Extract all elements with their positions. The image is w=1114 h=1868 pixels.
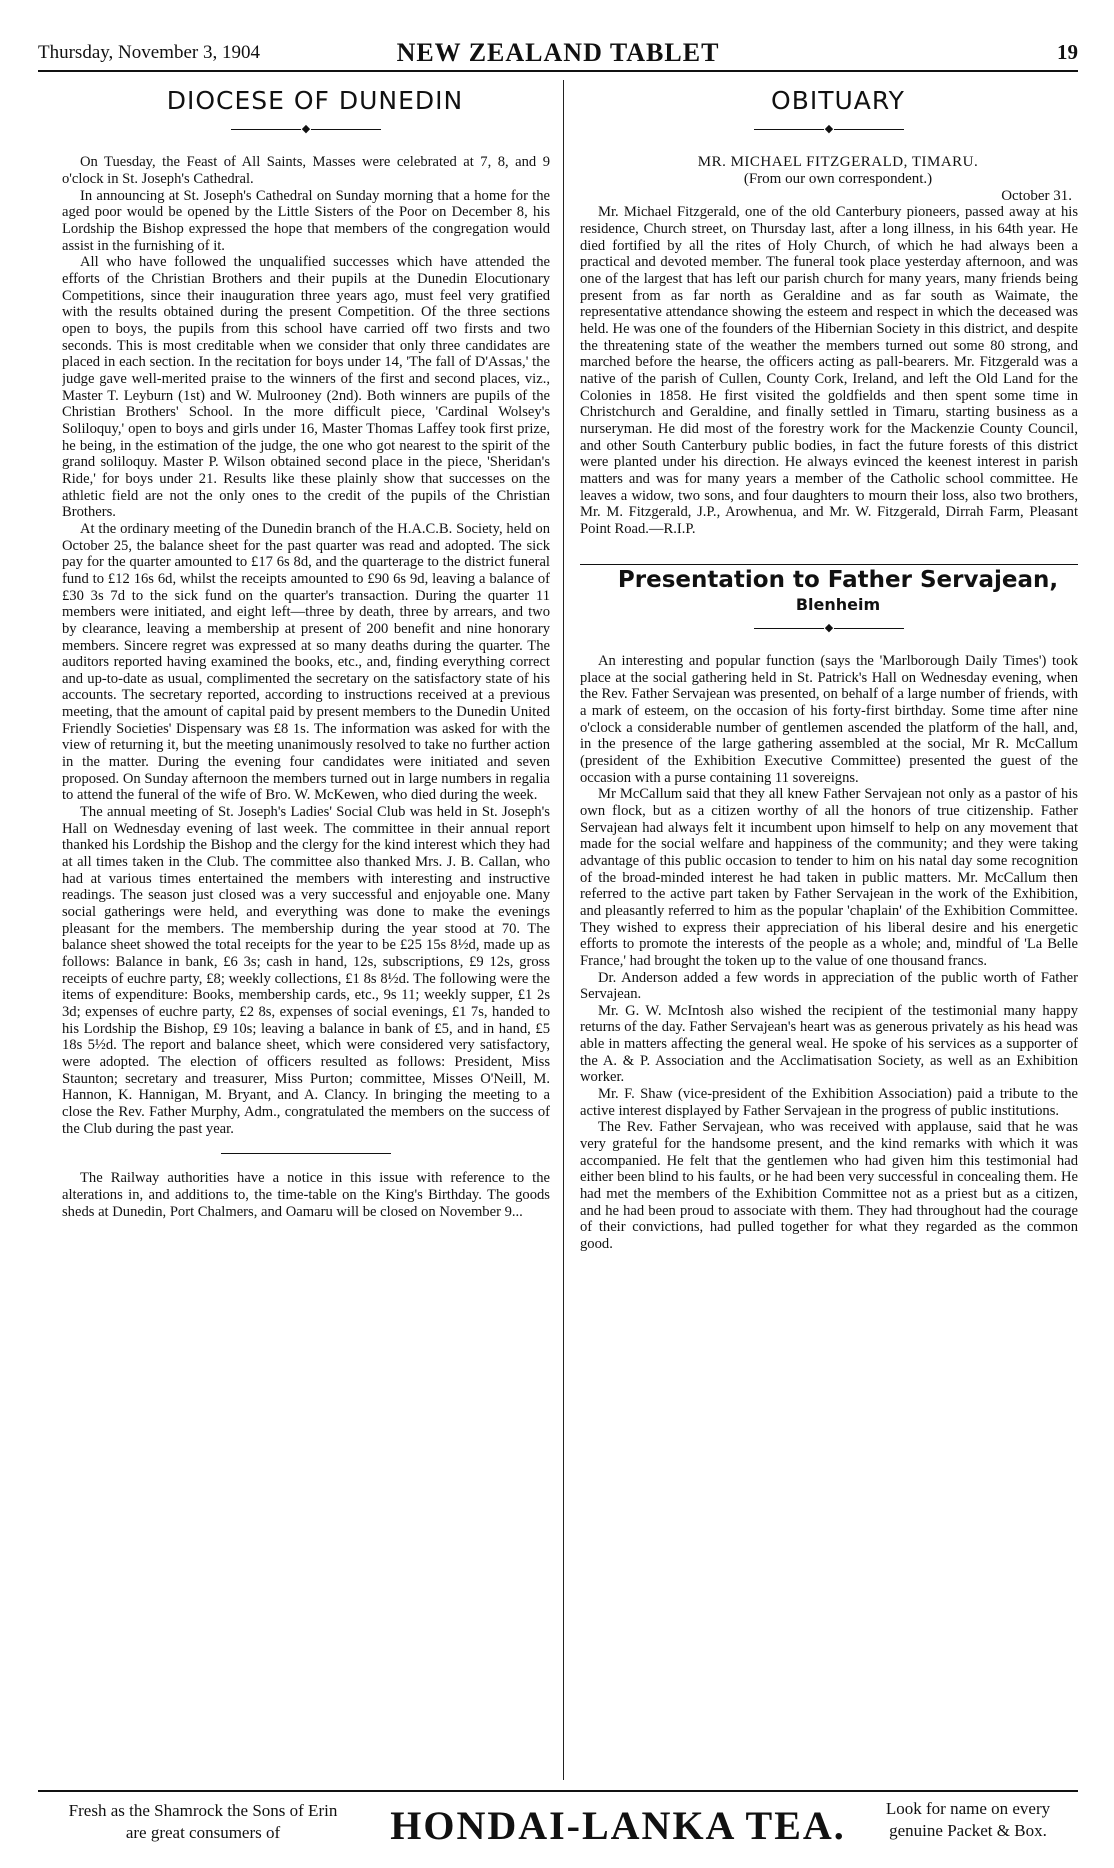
obituary-body: Mr. Michael Fitzgerald, one of the old Canterbury pioneers, passed away at his residence, Church street, on Thursday last, after a long illness, in his 64th year. He died fortified by all the rites of Holy Church, of which he had always been a practical and devoted member. The funeral took place yesterday afternoon, and was one of the largest that has left our parish church for many years, many friends being present from as far north as Geraldine and as far south as Waimate, the representative attendance showing the esteem and respect in which the deceased was held. He was one of the founders of the Hibernian Society in this district, and despite the threatening state of the weather the members turned out some 80 strong, and marched before the hearse, the officers acting as pall-bearers. Mr. Fitzgerald was a native of the parish of Cullen, County Cork, Ireland, and left the Old Land for the Colonies in 1858. He first visited the goldfields and then spent some time in Christchurch and Geraldine, and finally settled in Timaru, starting business as a nurseryman. He did most of the forestry work for the Mackenzie County Council, and other South Canterbury public bodies, in fact the future forests of this district were planted under his direction. He always evinced the keenest interest in parish matters and was for many years a member of the Catholic school committee. He leaves a widow, two sons, and four daughters to mourn their loss, also two brothers, Mr. M. Fitzgerald, J.P., Arowhenua, and Mr. W. Fitzgerald, Dirrah Farm, Pleasant Point Road.—R.I.P.: [580, 204, 1078, 537]
ad-tagline: Fresh as the Shamrock the Sons of Erin are great consumers of: [68, 1801, 338, 1842]
presentation-ornament: [580, 621, 1078, 635]
obituary-ornament: [580, 122, 1078, 136]
left-column: [62, 86, 550, 1786]
diocese-paragraph: The annual meeting of St. Joseph's Ladies' Social Club was held in St. Joseph's Hall on Wednesday evening of last week. The committee in their annual report thanked his Lordship the Bishop and the clergy for the kind interest which they had at all times taken in the Club. The committee also thanked Mrs. J. B. Callan, who had at various times entertained the members with interesting and instructive readings. The season just closed was a very successful and enjoyable one. Many social gatherings were held, and everything was done to make the evenings pleasant for the members. The membership during the year stood at 70. The balance sheet showed the total receipts for the year to be £25 15s 8½d, made up as follows: Balance in bank, £6 3s; cash in hand, 12s, subscriptions, £9 12s, gross receipts of euchre party, £8; weekly collections, £1 8s 8½d. The following were the items of expenditure: Books, membership cards, etc., 9s 11; weekly supper, £1 2s 3d; expenses of euchre party, £2 8s, expenses of social evenings, £1 7s, handed to his Lordship the Bishop, £9 10s; leaving a balance in bank of £5, and in hand, £5 18s 5½d. The report and balance sheet, which were considered very satisfactory, were adopted. The election of officers resulted as follows: President, Miss Staunton; secretary and treasurer, Miss Purton; committee, Misses O'Neill, M. Hannon, K. Hannigan, M. Bryant, and A. Clancy. In bringing the meeting to a close the Rev. Father Murphy, Adm., congratulated the members on the success of the Club during the past year.: [62, 804, 550, 1137]
obituary-source: (From our own correspondent.): [743, 171, 933, 188]
ad-brand: HONDAI-LANKA TEA.: [390, 1803, 846, 1848]
presentation-heading: Presentation to Father Servajean,: [617, 566, 1059, 593]
newspaper-title: NEW ZEALAND TABLET: [396, 38, 720, 67]
right-column: [580, 86, 1078, 1786]
presentation-paragraph: Mr. G. W. McIntosh also wished the recipient of the testimonial many happy returns of the day. Father Servajean's heart was as generous privately as his head was able in matters affecting the general weal. He spoke of his services as a supporter of the A. & P. Association and the Acclimatisation Society, as well as an Exhibition worker.: [580, 1002, 1078, 1086]
issue-date: Thursday, November 3, 1904: [38, 42, 260, 63]
railway-notice: The Railway authorities have a notice in this issue with reference to the alterations in, and additions to, the time-table on the King's Birthday. The goods sheds at Dunedin, Port Chalmers, and Oamaru will be closed on November 9...: [62, 1170, 550, 1220]
presentation-paragraph: Mr McCallum said that they all knew Father Servajean not only as a pastor of his own flock, but as a citizen worthy of all the honors of true citizenship. Father Servajean had always felt it incumbent upon himself to help on any movement that made for the social welfare and happiness of the community; and they were taking advantage of this public occasion to tender to him on his natal day some recognition of the broad-minded interest he had taken in public matters. Mr. McCallum then referred to the active part taken by Father Servajean in the work of the Exhibition, and pleasantly referred to him as the popular 'chaplain' of the Exhibition Committee. They wished to express their appreciation of his liberal desire and his energetic efforts to promote the interests of the people as a whole; and, mindful of 'La Belle France,' had brought the token up to the value of one thousand francs.: [580, 786, 1078, 969]
obituary-name: MR. MICHAEL FITZGERALD, TIMARU.: [697, 154, 979, 171]
diocese-paragraph: At the ordinary meeting of the Dunedin branch of the H.A.C.B. Society, held on October 25, the balance sheet for the past quarter was read and adopted. The sick pay for the quarter amounted to £17 6s 8d, and the quarterage to the district funeral fund to £12 16s 6d, whilst the receipts amounted to £90 6s 9d, leaving a balance of £30 3s 7d to the sick fund on the quarter's transaction. During the quarter 11 members were initiated, and eight left—three by death, three by arrears, and two by clearance, leaving a membership at present of 200 benefit and nine honorary members. Sincere regret was expressed at so many deaths during the quarter. The auditors reported having examined the books, etc., and, finding everything correct and up-to-date as usual, complimented the secretary on the satisfactory state of his accounts. The secretary reported, according to instructions received at a previous meeting, that the amount of capital paid by present members to the Dunedin United Friendly Societies' Dispensary was £8 1s. The information was asked for with the view of returning it, but the meeting unanimously resolved to take no further action in the matter. During the evening four candidates were initiated and seven proposed. On Sunday afternoon the members turned out in large numbers in regalia to attend the funeral of the wife of Bro. W. McKewen, who died during the week.: [62, 520, 550, 804]
ad-notice: Look for name on every genuine Packet & Box.: [885, 1799, 1051, 1840]
diocese-paragraph: All who have followed the unqualified successes which have attended the efforts of the Christian Brothers and their pupils at the Dunedin Elocutionary Competitions, since their inauguration three years ago, must feel very gratified with the results obtained during the present Competition. Of the three sections open to boys, the pupils from this school have carried off two firsts and two seconds. This is most creditable when we consider that only three candidates are placed in each section. In the recitation for boys under 14, 'The fall of D'Assas,' the judge gave well-merited praise to the winners of the first and second places, viz., Master T. Leyburn (1st) and W. Mulrooney (2nd). Both winners are pupils of the Christian Brothers' School. In the more difficult piece, 'Cardinal Wolsey's Soliloquy,' open to boys and girls under 16, Master Thomas Laffey took first prize, he being, in the estimation of the judge, the one who got nearest to the spirit of the grand soliloquy. Master P. Wilson obtained second place in the piece, 'Sheridan's Ride,' for boys under 21. Results like these plainly show that successes on the athletic field are not the only ones to the credit of the pupils of the Christian Brothers.: [62, 254, 550, 521]
diocese-paragraph: In announcing at St. Joseph's Cathedral on Sunday morning that a home for the aged poor would be opened by the Little Sisters of the Poor on December 8, his Lordship the Bishop expressed the hope that members of the congregation would assist in the furnishing of it.: [62, 187, 550, 254]
diocese-ornament: [62, 122, 550, 136]
presentation-paragraph: Mr. F. Shaw (vice-president of the Exhibition Association) paid a tribute to the active interest displayed by Father Servajean in the progress of public institutions.: [580, 1086, 1078, 1119]
diocese-paragraph: On Tuesday, the Feast of All Saints, Masses were celebrated at 7, 8, and 9 o'clock in St. Joseph's Cathedral.: [62, 154, 550, 188]
diamond-ornament-icon: ◆: [824, 622, 834, 635]
diamond-ornament-icon: ◆: [824, 123, 834, 136]
section-rule: [221, 1153, 391, 1154]
masthead: [38, 40, 1078, 72]
tea-advertisement: [38, 1790, 1078, 1854]
diamond-ornament-icon: ◆: [301, 123, 311, 136]
obituary-heading: OBITUARY: [771, 86, 905, 115]
presentation-paragraph: The Rev. Father Servajean, who was received with applause, said that he was very grateful for the handsome present, and the kind remarks with which it was accompanied. He felt that the gentlemen who had given him this testimonial had either been blind to his faults, or he had been very successful in concealing them. He had met the members of the Exhibition Committee not as a priest but as a citizen, and he had been proud to associate with them. They had throughout had the courage of their convictions, had pulled together for what they regarded as the common good.: [580, 1119, 1078, 1252]
obituary-date: October 31.: [1001, 187, 1072, 204]
presentation-paragraph: An interesting and popular function (says the 'Marlborough Daily Times') took place at the social gathering held in St. Patrick's Hall on Wednesday evening, when the Rev. Father Servajean was presented, on behalf of a large number of friends, with a mark of esteem, on the occasion of his forty-first birthday. Some time after nine o'clock a considerable number of gentlemen ascended the platform of the hall, and, in the presence of the large gathering assembled at the social, Mr R. McCallum (president of the Exhibition Executive Committee) presented the guest of the occasion with a purse containing 11 sovereigns.: [580, 653, 1078, 786]
presentation-paragraph: Dr. Anderson added a few words in appreciation of the public worth of Father Servajean.: [580, 969, 1078, 1003]
diocese-heading: DIOCESE OF DUNEDIN: [166, 86, 464, 115]
column-divider: [563, 80, 564, 1780]
page-number: 19: [1057, 40, 1078, 64]
presentation-subheading: Blenheim: [795, 594, 881, 614]
